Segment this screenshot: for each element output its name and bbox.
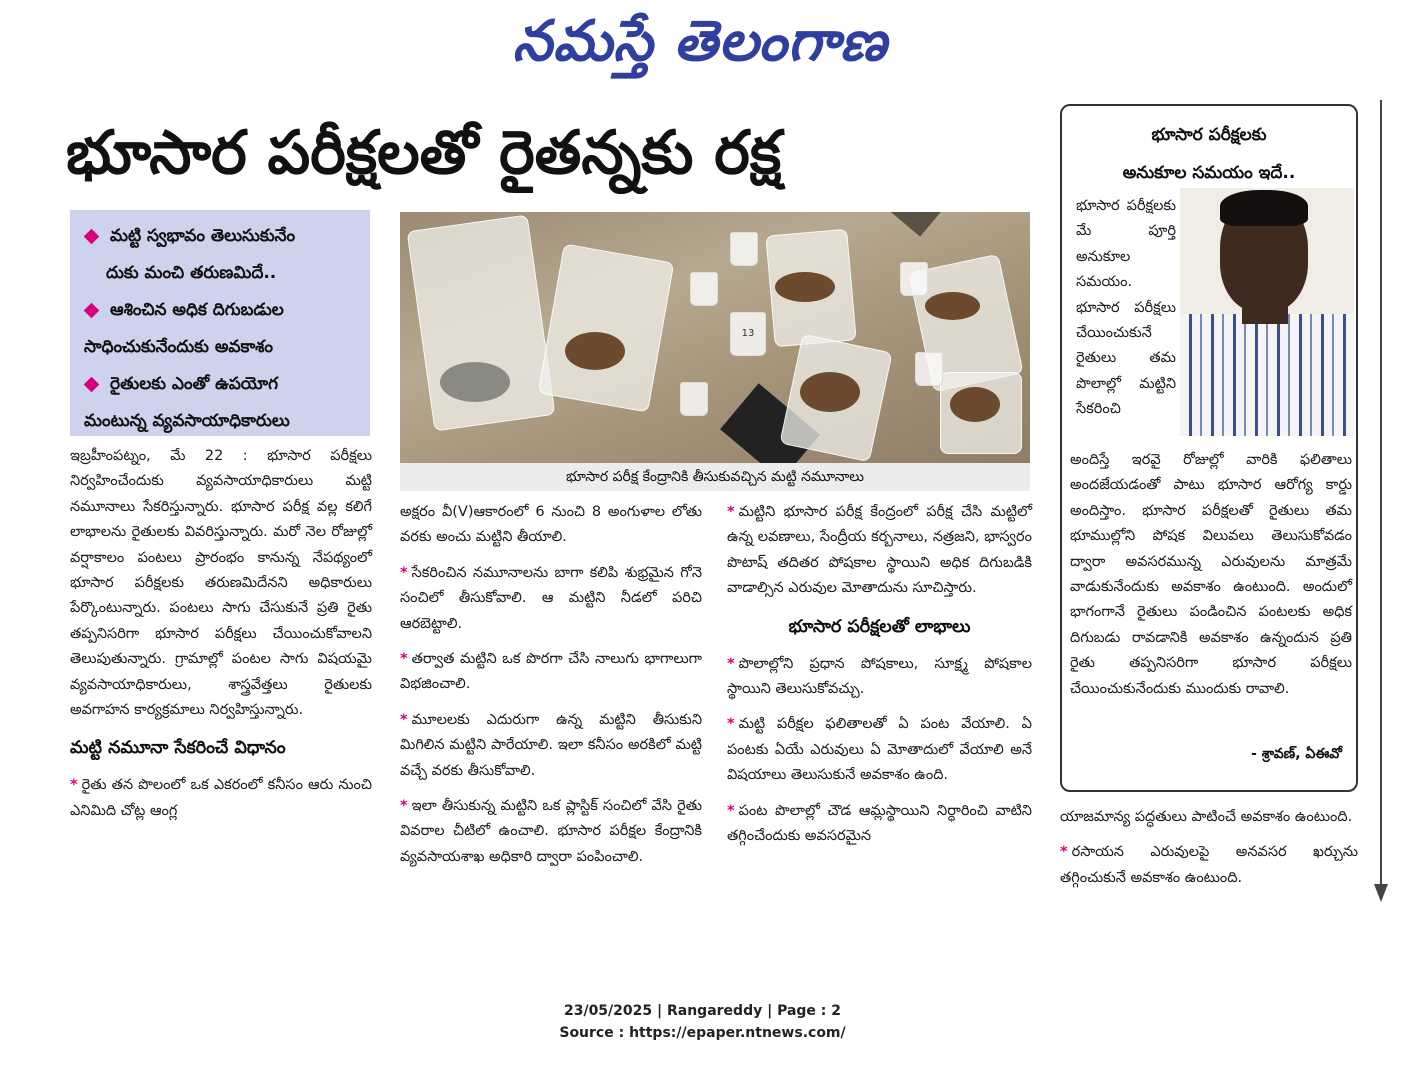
article-headline: భూసార పరీక్షలతో రైతన్నకు రక్ష xyxy=(66,118,782,188)
section-heading: భూసార పరీక్షలతో లాభాలు xyxy=(788,616,971,637)
article-column-2 xyxy=(400,500,702,870)
page-footer xyxy=(0,1000,1405,1044)
asterisk-bullet-icon: * xyxy=(400,564,408,581)
paragraph: అక్షరం వీ(V)ఆకారంలో 6 నుంచి 8 అంగుళాల లోతు వరకు అంచు మట్టిని తీయాలి. xyxy=(400,504,702,546)
diamond-bullet-icon xyxy=(84,229,100,245)
quote-text-narrow: భూసార పరీక్షలకు మే పూర్తి అనుకూల సమయం. భూసార పరీక్షలు చేయించుకునే రైతులు తమ పొలాల్లో మట్టిని సేకరించి xyxy=(1076,198,1176,418)
highlight-line: మట్టి స్వభావం తెలుసుకునేం xyxy=(110,226,296,246)
footer-date-edition: 23/05/2025 | Rangareddy | Page : 2 xyxy=(563,1003,842,1019)
highlight-line: మంటున్న వ్యవసాయాధికారులు xyxy=(84,411,290,431)
bullet-paragraph: * మట్టిని భూసార పరీక్ష కేంద్రంలో పరీక్ష చేసి మట్టిలో ఉన్న లవణాలు, సేంద్రీయ కర్బనాలు, నత్రజని, భాస్వరం పొటాష్ తదితర పోషకాల స్థాయిని అధిక దిగుబడికి వాడాల్సిన ఎరువుల మోతాదును సూచిస్తారు. xyxy=(727,504,1032,597)
quote-box-title xyxy=(1062,116,1356,192)
continue-arrow-line xyxy=(1380,100,1382,890)
masthead-logo: నమస్తే తెలంగాణ xyxy=(512,9,888,74)
bullet-paragraph: * తర్వాత మట్టిని ఒక పొరగా చేసి నాలుగు భాగాలుగా విభజించాలి. xyxy=(400,651,702,693)
floor-tile-shape xyxy=(874,212,946,237)
asterisk-bullet-icon: * xyxy=(400,711,408,728)
quote-byline: - శ్రావణ్, ఏఈవో xyxy=(1251,746,1342,762)
paragraph: యాజమాన్య పద్ధతులు పాటించే అవకాశం ఉంటుంది. xyxy=(1060,809,1353,825)
highlight-item xyxy=(78,218,364,292)
asterisk-bullet-icon: * xyxy=(727,504,735,520)
sample-cup xyxy=(730,232,758,266)
bullet-paragraph: * రసాయన ఎరువులపై అనవసర ఖర్చును తగ్గించుకునే అవకాశం ఉంటుంది. xyxy=(1060,844,1358,886)
soil-heap xyxy=(925,292,980,320)
article-column-3 xyxy=(727,500,1032,849)
article-column-1 xyxy=(70,444,372,824)
sample-cup-numbered: 13 xyxy=(730,312,766,356)
highlight-line: సాధించుకునేందుకు అవకాశం xyxy=(84,337,274,357)
officer-portrait-photo xyxy=(1180,188,1354,436)
down-arrow-icon xyxy=(1374,884,1388,902)
bullet-paragraph: * ఇలా తీసుకున్న మట్టిని ఒక ప్లాస్టిక్ సంచిలో వేసి రైతు వివరాల చీటిలో ఉంచాలి. భూసార పరీక్షల కేంద్రానికి వ్యవసాయశాఖ అధికారి ద్వారా పంపించాలి. xyxy=(400,798,702,865)
article-column-4 xyxy=(1060,805,1358,891)
section-heading: మట్టి నమూనా సేకరించే విధానం xyxy=(70,738,286,759)
asterisk-bullet-icon: * xyxy=(727,716,735,733)
asterisk-bullet-icon: * xyxy=(400,651,408,668)
expert-quote-box xyxy=(1060,104,1358,792)
footer-source[interactable]: Source : https://epaper.ntnews.com/ xyxy=(559,1025,846,1041)
highlight-line: దుకు మంచి తరుణమిదే.. xyxy=(106,263,277,283)
asterisk-bullet-icon: * xyxy=(727,802,735,819)
soil-heap xyxy=(950,387,1000,422)
bullet-paragraph: * సేకరించిన నమూనాలను బాగా కలిపి శుభ్రమైన గోనె సంచిలో తీసుకోవాలి. ఆ మట్టిని నీడలో పరిచి ఆరబెట్టాలి. xyxy=(400,564,702,632)
highlight-item xyxy=(78,366,364,440)
highlights-box xyxy=(70,210,370,436)
soil-heap xyxy=(565,332,625,370)
sample-bag xyxy=(538,243,675,412)
sample-cup xyxy=(690,272,718,306)
asterisk-bullet-icon: * xyxy=(1060,844,1068,861)
striped-shirt-shape xyxy=(1180,314,1354,436)
bullet-paragraph: * పంట పొలాల్లో చౌడ ఆమ్లస్థాయిని నిర్ధారించి వాటిని తగ్గించేందుకు అవసరమైన xyxy=(727,802,1032,845)
soil-heap xyxy=(800,372,860,412)
quote-title-line: భూసార పరీక్షలకు xyxy=(1151,125,1267,145)
bullet-paragraph: * మట్టి పరీక్షల ఫలితాలతో ఏ పంట వేయాలి. ఏ పంటకు ఏయే ఎరువులు ఏ మోతాదులో వేయాలి అనే విషయాలు తెలుసుకునే అవకాశం ఉంది. xyxy=(727,716,1032,784)
diamond-bullet-icon xyxy=(84,303,100,319)
sample-cup xyxy=(915,352,943,386)
soil-heap xyxy=(440,362,510,402)
diamond-bullet-icon xyxy=(84,377,100,393)
highlight-item xyxy=(78,292,364,366)
asterisk-bullet-icon: * xyxy=(400,798,408,815)
hair-shape xyxy=(1220,190,1308,226)
soil-heap xyxy=(775,272,835,302)
quote-title-line: అనుకూల సమయం ఇదే.. xyxy=(1122,163,1296,183)
asterisk-bullet-icon: * xyxy=(727,655,735,672)
highlight-line: రైతులకు ఎంతో ఉపయోగ xyxy=(110,374,279,394)
bullet-paragraph: * పొలాల్లోని ప్రధాన పోషకాలు, సూక్ష్మ పోషకాల స్థాయిని తెలుసుకోవచ్చు. xyxy=(727,655,1032,698)
bullet-paragraph: * మూలలకు ఎదురుగా ఉన్న మట్టిని తీసుకుని మిగిలిన మట్టిని పారేయాలి. ఇలా కనీసం అరకిలో మట్టి వచ్చే వరకు తీసుకోవాలి. xyxy=(400,711,702,779)
asterisk-bullet-icon: * xyxy=(70,777,78,794)
quote-text-wide: అందిస్తే ఇరవై రోజుల్లో వారికి ఫలితాలు అందజేయడంతో పాటు భూసార ఆరోగ్య కార్డు అందిస్తాం. భూసార పరీక్షలతో రైతులు తమ భూముల్లోని పోషక విలువలు తెలుసుకోవడం ద్వారా అవసరమున్న ఎరువులను మాత్రమే వాడుకునేందుకు అవకాశం ఉంటుంది. అందులో భాగంగానే రైతులు పండించిన పంటలకు అధిక దిగుబడు రావడానికి అవకాశం ఉన్నందున ప్రతి రైతు తప్పనిసరిగా భూసార పరీక్షలు చేయించుకునేందుకు ముందుకు రావాలి. xyxy=(1070,452,1352,697)
sample-cup xyxy=(900,262,928,296)
article-intro: ఇబ్రహీంపట్నం, మే 22 : భూసార పరీక్షలు నిర్వహించేందుకు వ్యవసాయాధికారులు మట్టి నమూనాలు సేకరిస్తున్నారు. భూసార పరీక్ష వల్ల కలిగే లాభాలను రైతులకు వివరిస్తున్నారు. మరో నెల రోజుల్లో వర్షాకాలం పంటలు ప్రారంభం కానున్న నేపథ్యంలో భూసార పరీక్షలకు తరుణమిదేనని అధికారులు పేర్కొంటున్నారు. పంటలు సాగు చేసుకునే ప్రతి రైతు తప్పనిసరిగా భూసార పరీక్షలు చేయించుకోవాలని తెలుపుతున్నారు. గ్రామాల్లో పంటల సాగు విషయమై వ్యవసాయాధికారులు, శాస్త్రవేత్తలు రైతులకు అవగాహన కార్యక్రమాలు నిర్వహిస్తున్నారు. xyxy=(70,448,372,719)
sample-cup xyxy=(680,382,708,416)
soil-samples-photo xyxy=(400,212,1030,463)
bullet-paragraph: * రైతు తన పొలంలో ఒక ఎకరంలో కనీసం ఆరు నుంచి ఎనిమిది చోట్ల ఆంగ్ల xyxy=(70,777,372,819)
highlight-line: ఆశించిన అధిక దిగుబడుల xyxy=(110,300,284,320)
photo-caption: భూసార పరీక్ష కేంద్రానికి తీసుకువచ్చిన మట్టి నమూనాలు xyxy=(400,463,1030,491)
